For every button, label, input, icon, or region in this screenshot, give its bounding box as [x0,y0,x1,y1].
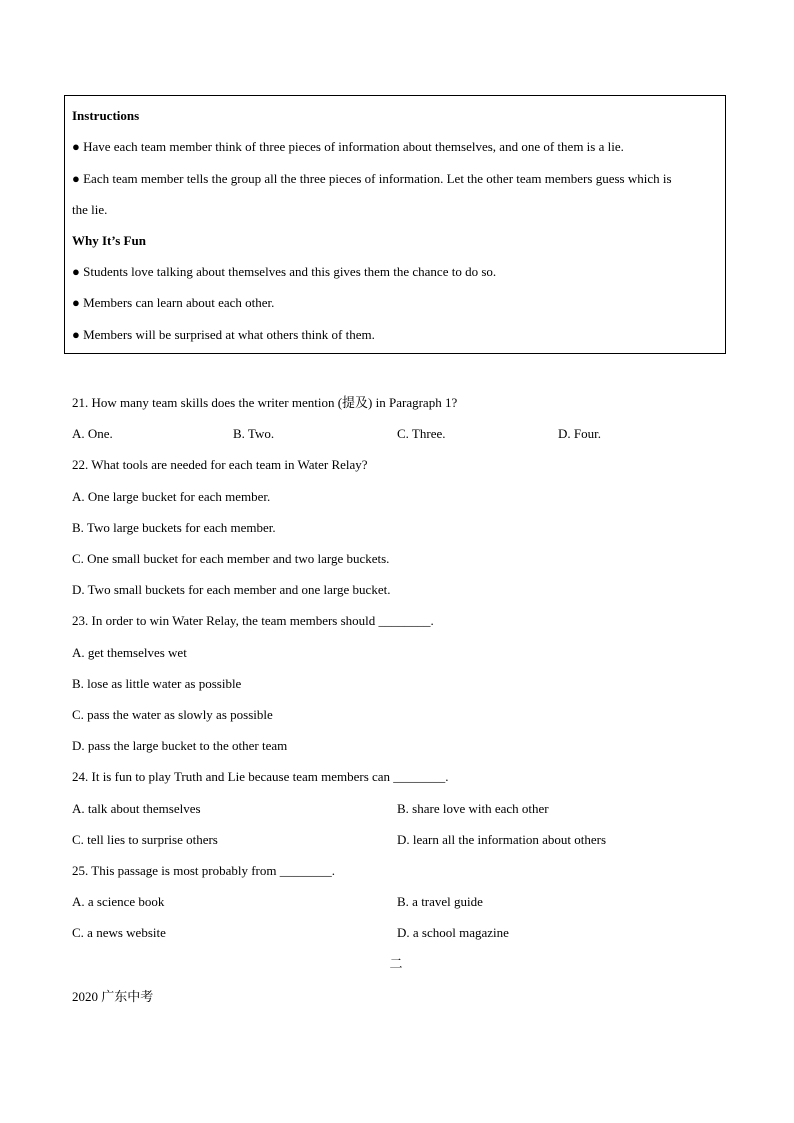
question-21-option-d: D. Four. [558,426,601,441]
why-fun-item: ● Students love talking about themselves and this gives them the chance to do so. [72,264,497,279]
instruction-item: ● Each team member tells the group all the three pieces of information. Let the other team members guess which is [72,171,672,186]
question-21-option-c: C. Three. [397,426,446,441]
source-label: 2020 广东中考 [72,989,154,1004]
question-25-option-d: D. a school magazine [397,925,509,940]
why-fun-item: ● Members will be surprised at what others think of them. [72,327,375,342]
question-22-option-a: A. One large bucket for each member. [72,489,271,504]
question-22-option-c: C. One small bucket for each member and two large buckets. [72,551,390,566]
question-25-option-a: A. a science book [72,894,165,909]
instructions-box [64,95,726,354]
question-25-option-c: C. a news website [72,925,166,940]
instruction-item-continued: the lie. [72,202,108,217]
question-24: 24. It is fun to play Truth and Lie because team members can ________. [72,769,449,784]
question-22-option-d: D. Two small buckets for each member and one large bucket. [72,582,391,597]
why-fun-item: ● Members can learn about each other. [72,295,275,310]
question-24-option-b: B. share love with each other [397,801,549,816]
question-23-option-d: D. pass the large bucket to the other team [72,738,288,753]
question-23-option-b: B. lose as little water as possible [72,676,242,691]
question-23: 23. In order to win Water Relay, the team members should ________. [72,613,434,628]
question-21-option-a: A. One. [72,426,113,441]
question-22: 22. What tools are needed for each team in Water Relay? [72,457,368,472]
question-21: 21. How many team skills does the writer mention (提及) in Paragraph 1? [72,395,458,410]
why-fun-heading: Why It’s Fun [72,233,146,248]
instructions-heading: Instructions [72,108,140,123]
question-25: 25. This passage is most probably from ________. [72,863,335,878]
question-24-option-d: D. learn all the information about others [397,832,607,847]
question-25-option-b: B. a travel guide [397,894,483,909]
question-23-option-a: A. get themselves wet [72,645,187,660]
question-24-option-a: A. talk about themselves [72,801,201,816]
instruction-item: ● Have each team member think of three pieces of information about themselves, and one of them is a lie. [72,139,624,154]
question-22-option-b: B. Two large buckets for each member. [72,520,276,535]
section-mark: 二 [389,956,403,971]
question-23-option-c: C. pass the water as slowly as possible [72,707,273,722]
question-24-option-c: C. tell lies to surprise others [72,832,218,847]
question-21-option-b: B. Two. [233,426,275,441]
